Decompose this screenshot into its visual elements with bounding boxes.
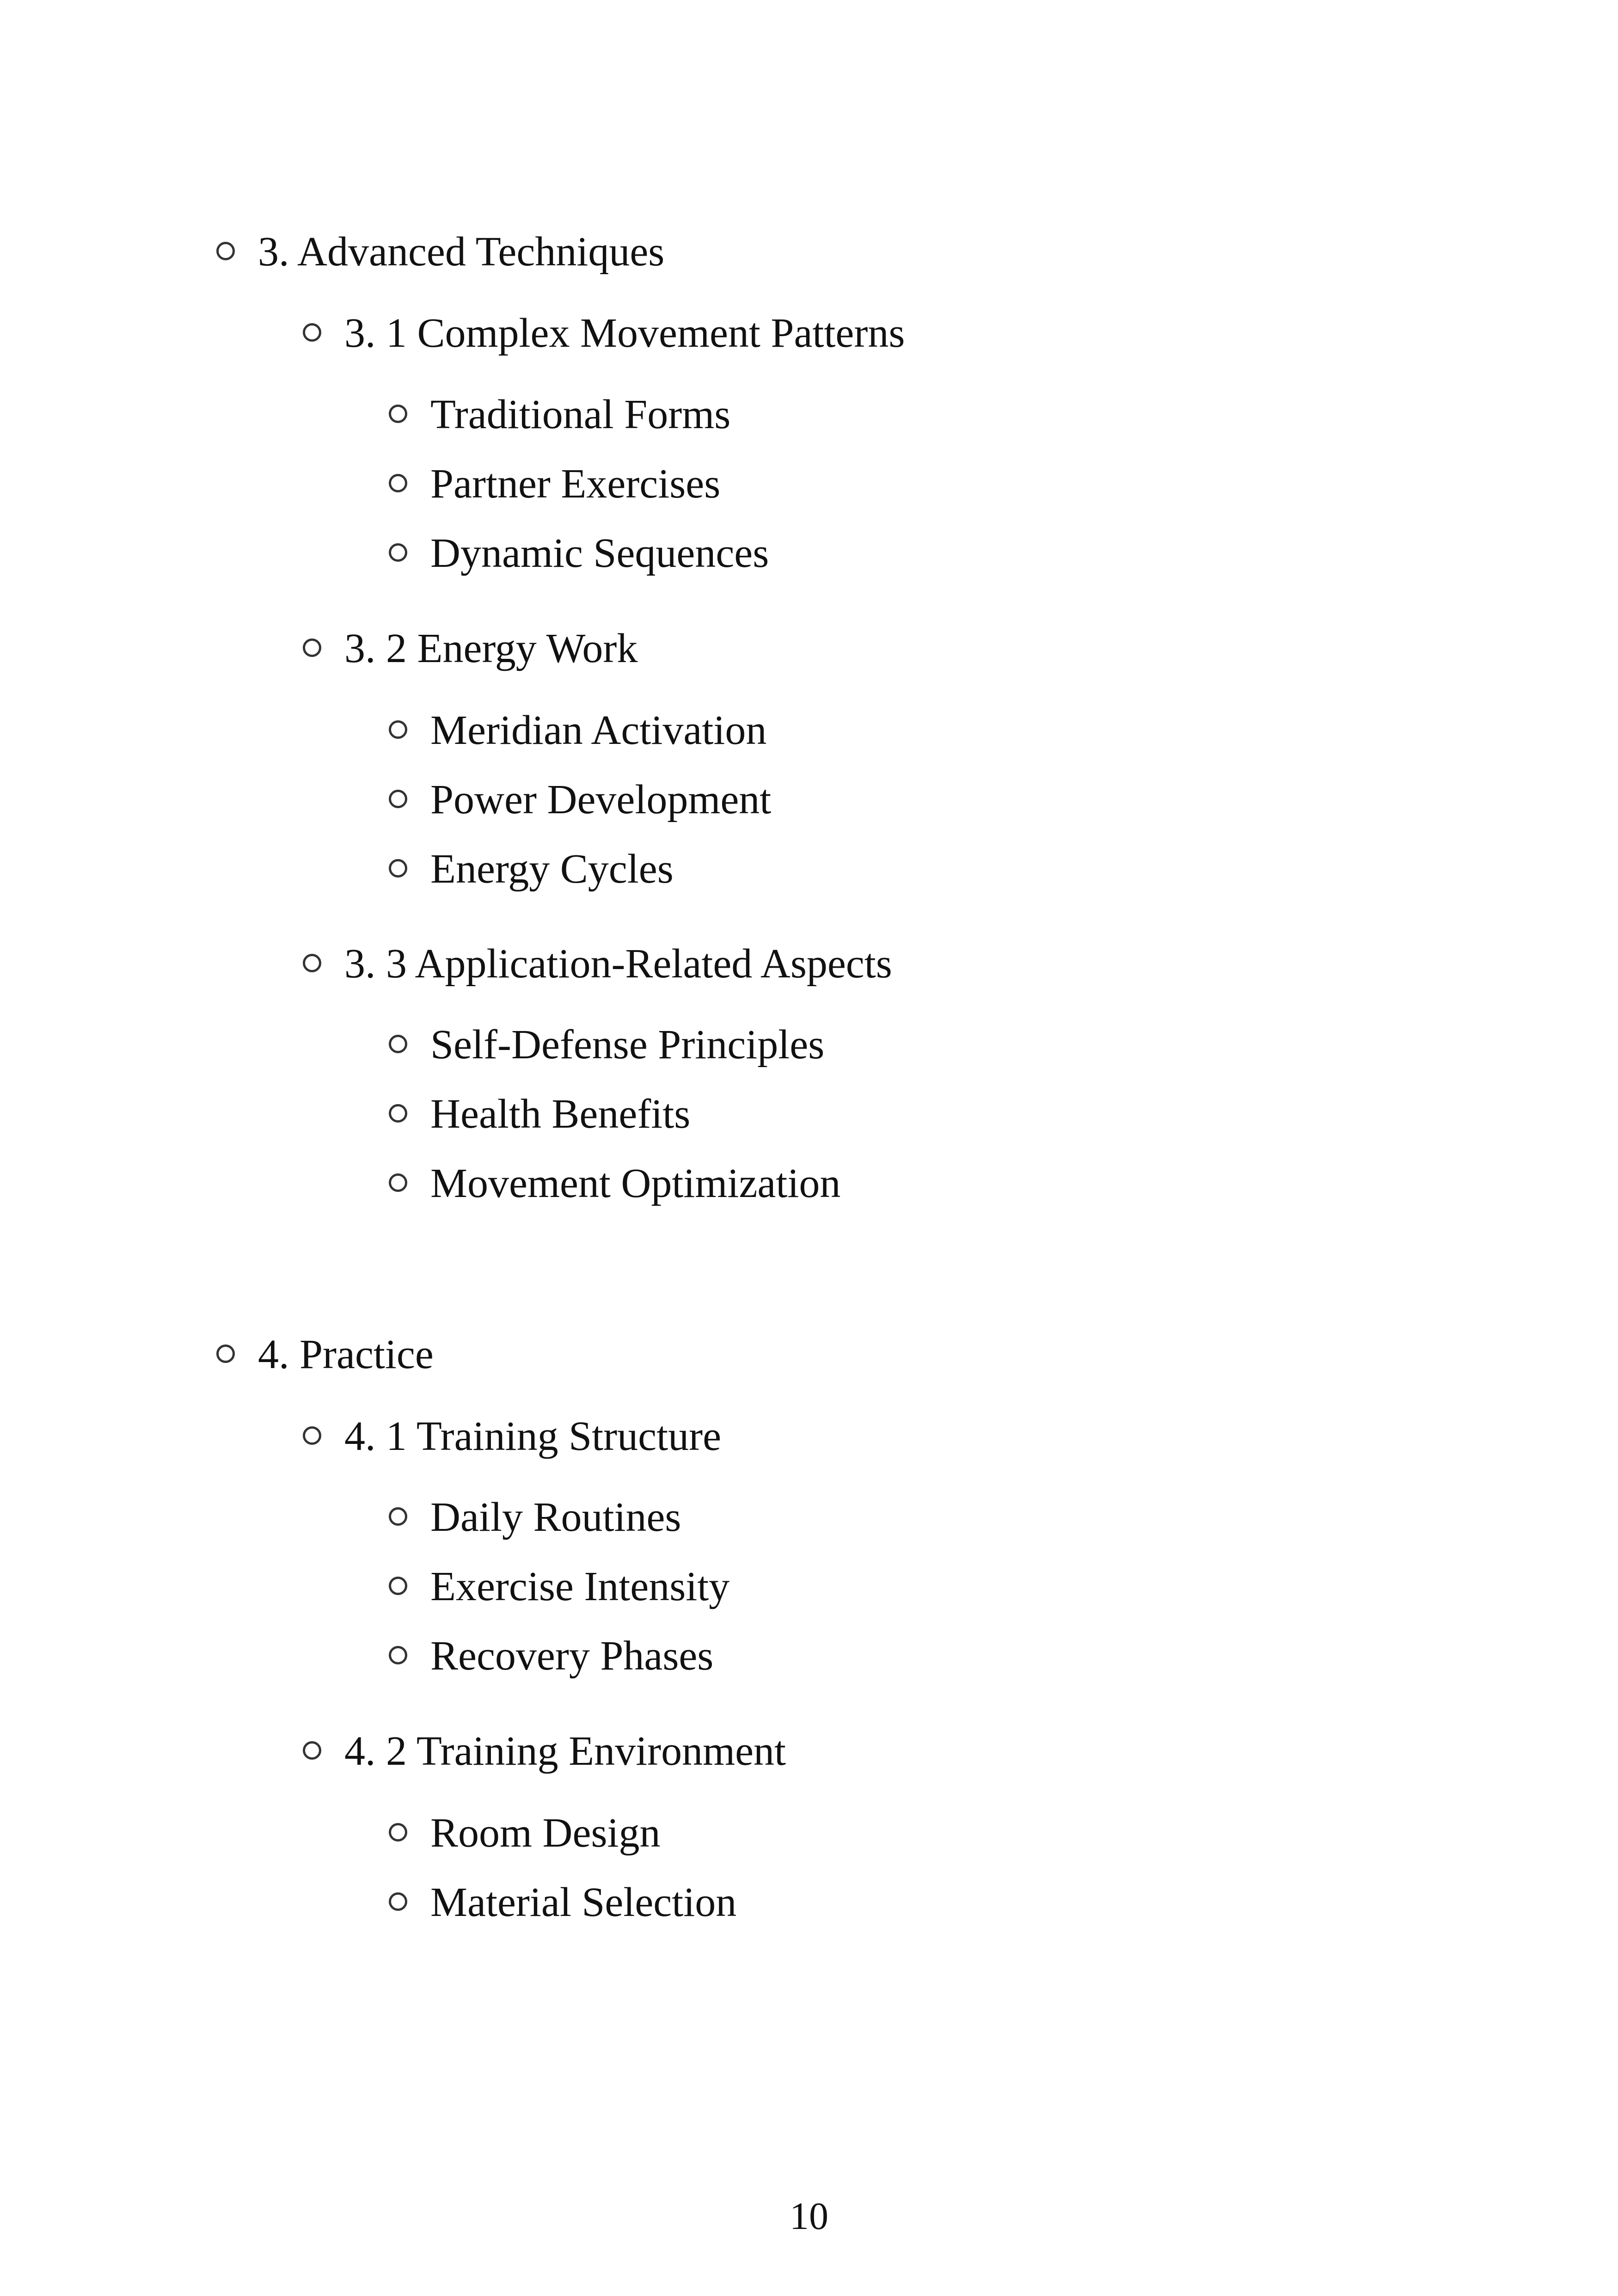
list-item xyxy=(389,1566,729,1608)
bullet-icon xyxy=(303,954,321,972)
section-label: 3. Advanced Techniques xyxy=(258,229,665,275)
list-item xyxy=(389,779,771,821)
subsection-heading xyxy=(303,943,892,985)
list-item-label: Meridian Activation xyxy=(430,707,767,753)
list-item xyxy=(389,1812,661,1854)
bullet-icon xyxy=(389,1104,407,1123)
list-item-label: Health Benefits xyxy=(430,1091,691,1137)
bullet-icon xyxy=(389,474,407,492)
list-item-label: Movement Optimization xyxy=(430,1160,841,1206)
list-item-label: Power Development xyxy=(430,777,772,823)
list-item-label: Exercise Intensity xyxy=(430,1564,730,1609)
bullet-icon xyxy=(389,1646,407,1664)
list-item xyxy=(389,1879,737,1925)
list-item-label: Dynamic Sequences xyxy=(430,530,769,576)
bullet-icon xyxy=(389,1173,407,1192)
subsection-label: 3. 1 Complex Movement Patterns xyxy=(344,310,905,356)
list-item-label: Traditional Forms xyxy=(430,392,731,437)
list-item-label: Recovery Phases xyxy=(430,1633,714,1679)
list-item xyxy=(389,1160,841,1206)
bullet-icon xyxy=(303,1741,321,1760)
subsection-heading xyxy=(303,628,637,669)
bullet-icon xyxy=(303,323,321,342)
section-heading xyxy=(216,1334,434,1375)
list-item-label: Material Selection xyxy=(430,1879,737,1925)
subsection-heading xyxy=(303,310,905,356)
section-heading xyxy=(216,231,664,273)
bullet-icon xyxy=(389,543,407,562)
bullet-icon xyxy=(389,859,407,878)
list-item-label: Daily Routines xyxy=(430,1494,681,1540)
list-item xyxy=(389,530,769,576)
bullet-icon xyxy=(389,1507,407,1526)
subsection-label: 3. 2 Energy Work xyxy=(344,626,638,671)
list-item-label: Room Design xyxy=(430,1810,661,1856)
bullet-icon xyxy=(389,1892,407,1911)
bullet-icon xyxy=(389,1823,407,1842)
bullet-icon xyxy=(303,638,321,657)
subsection-heading xyxy=(303,1728,786,1774)
list-item-label: Self-Defense Principles xyxy=(430,1022,825,1068)
bullet-icon xyxy=(216,242,235,260)
list-item xyxy=(389,1093,690,1135)
bullet-icon xyxy=(389,1035,407,1053)
list-item xyxy=(389,1024,824,1066)
bullet-icon xyxy=(389,790,407,808)
subsection-label: 4. 1 Training Structure xyxy=(344,1413,722,1459)
section-label: 4. Practice xyxy=(258,1332,434,1377)
bullet-icon xyxy=(216,1344,235,1363)
bullet-icon xyxy=(389,720,407,739)
list-item xyxy=(389,1635,713,1677)
subsection-label: 3. 3 Application-Related Aspects xyxy=(344,941,892,987)
list-item xyxy=(389,1494,681,1540)
subsection-label: 4. 2 Training Environment xyxy=(344,1728,786,1774)
bullet-icon xyxy=(389,1577,407,1595)
list-item xyxy=(389,707,767,753)
list-item xyxy=(389,394,730,436)
list-item xyxy=(389,848,674,890)
list-item xyxy=(389,463,720,505)
bullet-icon xyxy=(389,405,407,423)
subsection-heading xyxy=(303,1413,722,1459)
list-item-label: Energy Cycles xyxy=(430,846,674,892)
list-item-label: Partner Exercises xyxy=(430,461,721,507)
page-number: 10 xyxy=(790,2195,828,2238)
bullet-icon xyxy=(303,1426,321,1445)
